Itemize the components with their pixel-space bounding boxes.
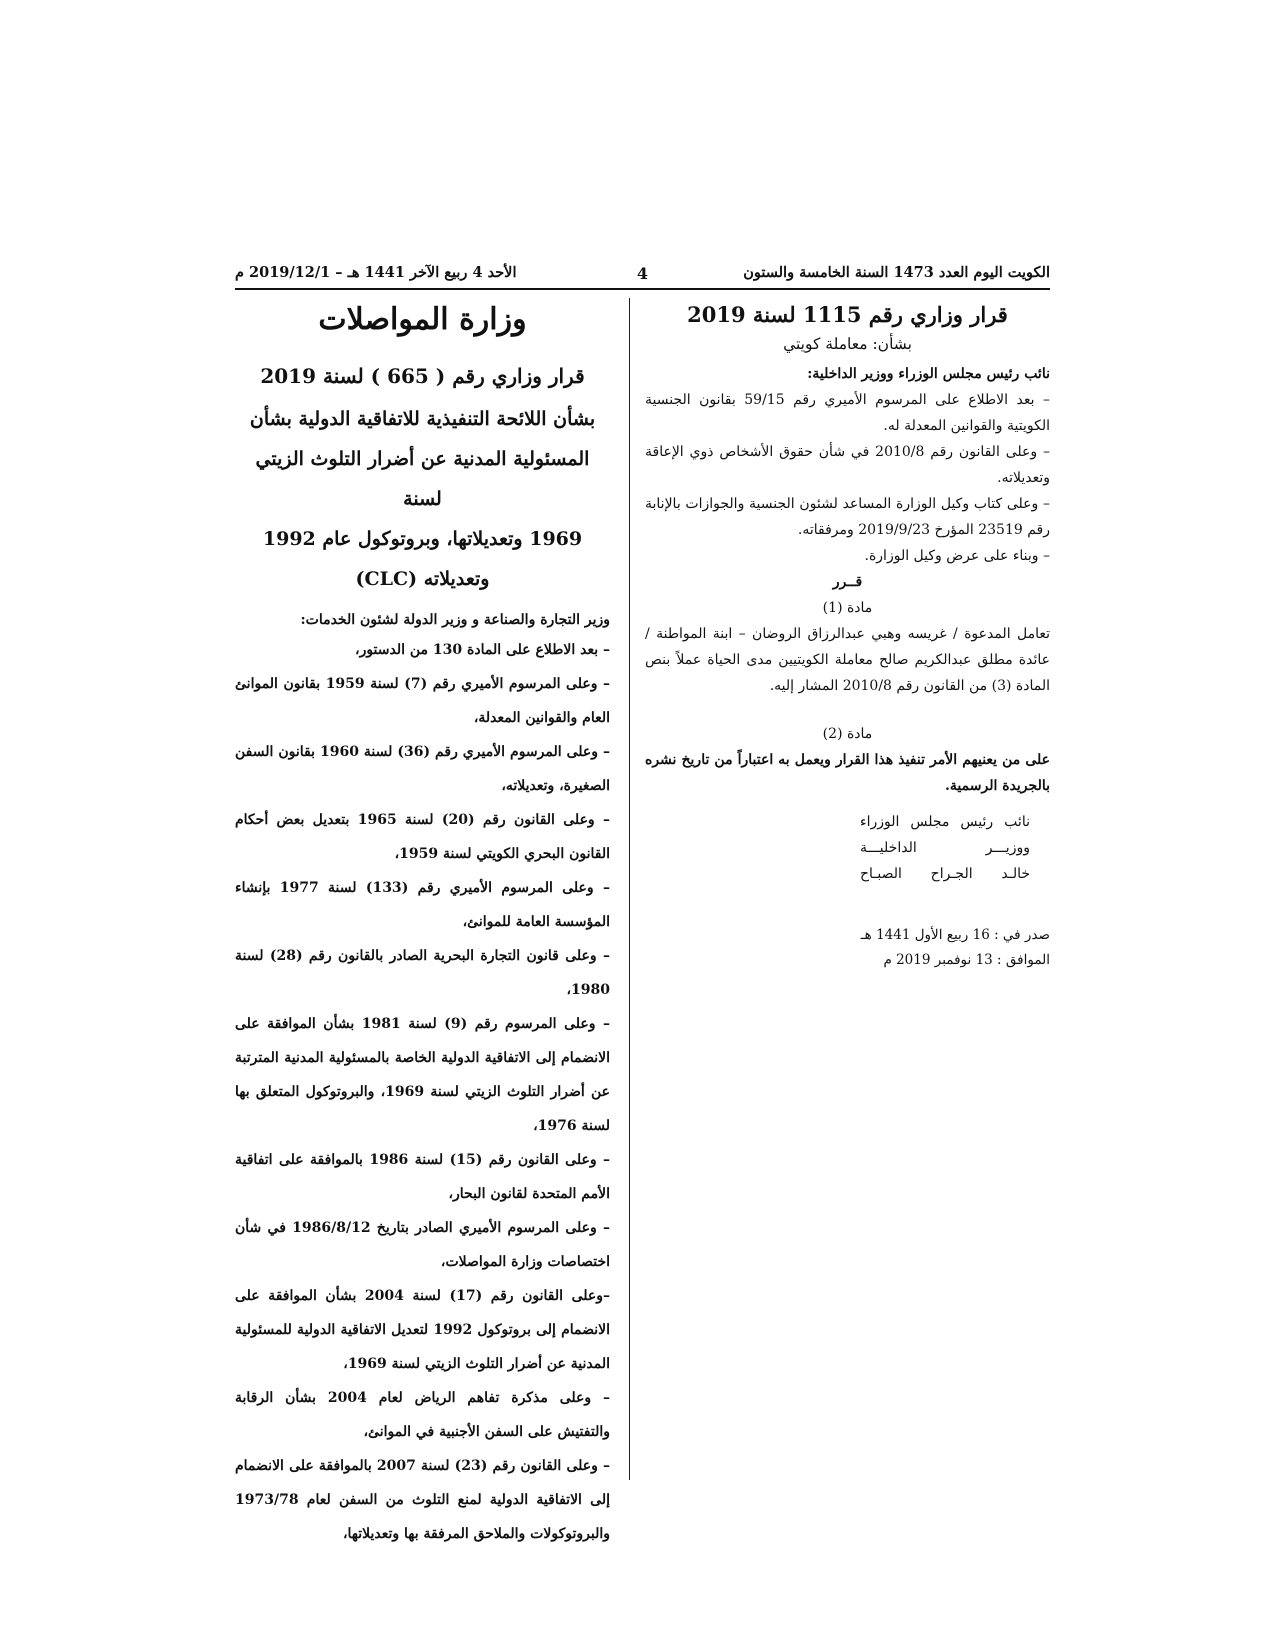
signature-line: خالـد الجـراح الصبـاح bbox=[860, 866, 1030, 882]
article-text: على من يعنيهم الأمر تنفيذ هذا القرار ويعمل به اعتباراً من تاريخ نشره بالجريدة الرسمية. bbox=[645, 752, 1050, 794]
preamble-line: – وعلى قانون التجارة البحرية الصادر بالقانون رقم (28) لسنة 1980، bbox=[235, 948, 610, 998]
signature-line: ووزيـــر الداخليـــة bbox=[860, 840, 1030, 856]
article-heading: مادة (2) bbox=[822, 726, 873, 742]
decision-subject-line: المسئولية المدنية عن أضرار التلوث الزيتي لسنة bbox=[255, 448, 590, 510]
issue-date-block bbox=[645, 923, 1050, 973]
header-date: الأحد 4 ربيع الآخر 1441 هـ – 2019/12/1 م bbox=[235, 264, 517, 281]
decision-title: قرار وزاري رقم ( 665 ) لسنة 2019 bbox=[260, 364, 585, 388]
preamble-line: – وعلى المرسوم الأميري الصادر بتاريخ 1986/8/12 في شأن اختصاصات وزارة المواصلات، bbox=[235, 1220, 610, 1270]
decision-subject: بشأن: معاملة كويتي bbox=[783, 335, 912, 353]
decided-heading: قــرر bbox=[832, 574, 863, 590]
header-issue-info: الكويت اليوم العدد 1473 السنة الخامسة والستون bbox=[743, 264, 1050, 281]
preamble-line: – وعلى المرسوم رقم (9) لسنة 1981 بشأن الموافقة على الانضمام إلى الاتفاقية الدولية الخاصة بالمسئولية المدنية المترتبة عن أضرار التلوث الزيتي لسنة 1969، والبروتوكول المتعلق بها لسنة 1976، bbox=[235, 1016, 610, 1134]
issued-date: صدر في : 16 ربيع الأول 1441 هـ bbox=[860, 927, 1050, 943]
preamble-line: نائب رئيس مجلس الوزراء ووزير الداخلية: bbox=[807, 366, 1050, 382]
ministry-heading: وزارة المواصلات bbox=[318, 302, 527, 337]
preamble-line: – وعلى المرسوم الأميري رقم (36) لسنة 1960 بقانون السفن الصغيرة، وتعديلاته، bbox=[235, 744, 610, 794]
decision-subject-line: 1969 وتعديلاتها، وبروتوكول عام 1992 bbox=[262, 528, 583, 550]
preamble-line: – وعلى المرسوم الأميري رقم (7) لسنة 1959 بقانون الموانئ العام والقوانين المعدلة، bbox=[235, 676, 611, 726]
spacer bbox=[645, 699, 1050, 721]
article-heading: مادة (1) bbox=[822, 600, 873, 616]
preamble-line: وزير التجارة والصناعة و وزير الدولة لشئون الخدمات: bbox=[300, 612, 610, 628]
decision-title: قرار وزاري رقم 1115 لسنة 2019 bbox=[687, 302, 1008, 327]
header-page-number: 4 bbox=[636, 264, 649, 283]
corresponding-date: الموافق : 13 نوفمبر 2019 م bbox=[883, 952, 1050, 968]
signature-block bbox=[860, 809, 1030, 887]
header-rule bbox=[235, 288, 1050, 290]
signature-line: نائب رئيس مجلس الوزراء bbox=[860, 814, 1030, 830]
left-column bbox=[235, 300, 610, 1551]
article-text: تعامل المدعوة / غريسه وهبي عبدالرزاق الروضان – ابنة المواطنة / عائدة مطلق عبدالكريم صالح معاملة الكويتيين مدى الحياة عملاً بنص المادة (3) من القانون رقم 2010/8 المشار إليه. bbox=[645, 626, 1050, 694]
preamble-line: – وعلى المرسوم الأميري رقم (133) لسنة 1977 بإنشاء المؤسسة العامة للموانئ، bbox=[235, 880, 610, 930]
preamble-line: – وعلى مذكرة تفاهم الرياض لعام 2004 بشأن الرقابة والتفتيش على السفن الأجنبية في الموانئ، bbox=[235, 1390, 610, 1440]
page-header bbox=[235, 258, 1050, 288]
preamble-line: – وعلى القانون رقم (20) لسنة 1965 بتعديل بعض أحكام القانون البحري الكويتي لسنة 1959، bbox=[235, 812, 611, 862]
decision-subject-line: بشأن اللائحة التنفيذية للاتفاقية الدولية بشأن bbox=[249, 408, 596, 430]
preamble-line: – بعد الاطلاع على المرسوم الأميري رقم 59/15 بقانون الجنسية الكويتية والقوانين المعدلة له. bbox=[645, 392, 1050, 434]
preamble-line: – وبناء على عرض وكيل الوزارة. bbox=[864, 548, 1050, 564]
preamble-line: – وعلى كتاب وكيل الوزارة المساعد لشئون الجنسية والجوازات بالإنابة رقم 23519 المؤرخ 2019/9/23 ومرفقاته. bbox=[645, 496, 1050, 538]
preamble-line: – وعلى القانون رقم (15) لسنة 1986 بالموافقة على اتفاقية الأمم المتحدة لقانون البحار، bbox=[235, 1152, 610, 1202]
preamble-line: – وعلى القانون رقم 2010/8 في شأن حقوق الأشخاص ذوي الإعاقة وتعديلاته. bbox=[645, 444, 1050, 486]
preamble-line: – وعلى القانون رقم (23) لسنة 2007 بالموافقة على الانضمام إلى الاتفاقية الدولية لمنع التلوث من السفن لعام 1973/78 والبروتوكولات والملاحق المرفقة بها وتعديلاتها، bbox=[235, 1458, 610, 1542]
right-column bbox=[645, 298, 1050, 973]
preamble-line: – بعد الاطلاع على المادة 130 من الدستور، bbox=[355, 642, 610, 658]
column-divider bbox=[629, 298, 630, 1480]
decision-subject-line: وتعديلاته (CLC) bbox=[355, 568, 490, 590]
preamble-line: –وعلى القانون رقم (17) لسنة 2004 بشأن الموافقة على الانضمام إلى بروتوكول 1992 لتعديل الاتفاقية الدولية للمسئولية المدنية عن أضرار التلوث الزيتي لسنة 1969، bbox=[235, 1288, 611, 1372]
